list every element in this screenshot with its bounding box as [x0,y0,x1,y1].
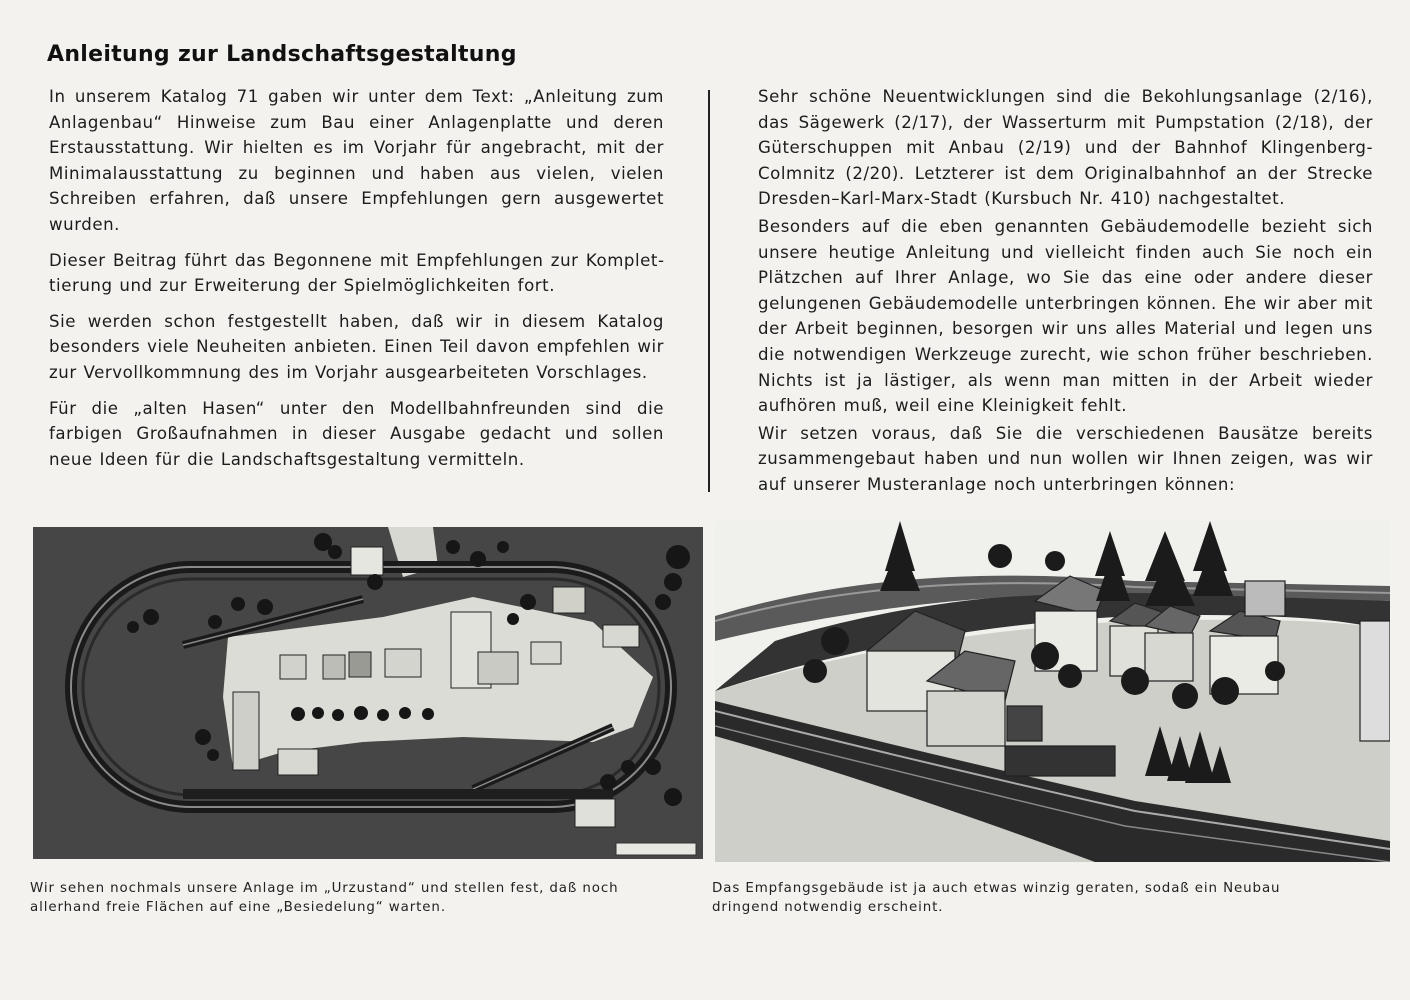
left-text-column [49,84,664,482]
paragraph: Sehr schöne Neuentwicklungen sind die Bekohlungsanlage (2/16), das Sägewerk (2/17), der Wasserturm mit Pumpstation (2/18), der Güterschuppen mit Anbau (2/19) und der Bahnhof Klingenberg-Colmnitz (2/20). Letzterer ist dem Originalbahnhof an der Strecke Dresden–Karl-Marx-Stadt (Kursbuch Nr. 410) nachgestaltet. [758,87,1373,209]
layout-overview-photo [33,527,703,859]
paragraph: Dieser Beitrag führt das Begonnene mit Empfehlungen zur Komplettierung und zur Erweiterung der Spielmöglichkeiten fort. [49,250,664,296]
model-village-photo [715,521,1390,862]
paragraph: Besonders auf die eben genannten Gebäudemodelle bezieht sich unsere heutige Anleitung und vielleicht finden auch Sie noch ein Plätzchen auf Ihrer Anlage, wo Sie das eine oder andere dieser gelungenen Gebäudemodelle unterbringen können. Ehe wir aber mit der Arbeit beginnen, besorgen wir uns alles Material und legen uns die notwendigen Werkzeuge zurecht, wie schon früher beschrieben. Nichts ist ja lästiger, als wenn man mitten in der Arbeit wieder aufhören muß, weil eine Kleinigkeit fehlt. [758,216,1373,416]
caption-left: Wir sehen nochmals unsere Anlage im „Urzustand“ und stellen fest, daß noch allerhand freie Flächen auf eine „Besiedelung“ warten. [30,881,619,915]
column-divider [708,90,710,492]
caption-right: Das Empfangsgebäude ist ja auch etwas winzig geraten, sodaß ein Neubau dringend notwendig erscheint. [712,881,1281,915]
paragraph: In unserem Katalog 71 gaben wir unter dem Text: „Anleitung zum Anlagenbau“ Hinweise zum Bau einer Anlagenplatte und deren Erstausstattung. Wir hielten es im Vorjahr für angebracht, mit der Minimalausstattung zu beginnen und haben aus vielen, vielen Schreiben erfahren, daß unsere Empfehlungen gern ausgewertet wurden. [49,87,664,234]
right-text-column [758,84,1373,500]
page-title: Anleitung zur Landschaftsgestaltung [47,42,517,67]
paragraph: Wir setzen voraus, daß Sie die verschiedenen Bausätze bereits zusammengebaut haben und nun wollen wir Ihnen zeigen, was wir auf unserer Musteranlage noch unterbringen können: [758,423,1373,494]
paragraph: Für die „alten Hasen“ unter den Modellbahnfreunden sind die farbigen Großaufnahmen in dieser Ausgabe gedacht und sollen neue Ideen für die Landschaftsgestaltung vermitteln. [49,398,664,469]
paragraph: Sie werden schon festgestellt haben, daß wir in diesem Katalog besonders viele Neuheiten anbieten. Einen Teil davon empfehlen wir zur Vervollkommnung des im Vorjahr ausgearbeiteten Vorschlages. [49,311,664,382]
